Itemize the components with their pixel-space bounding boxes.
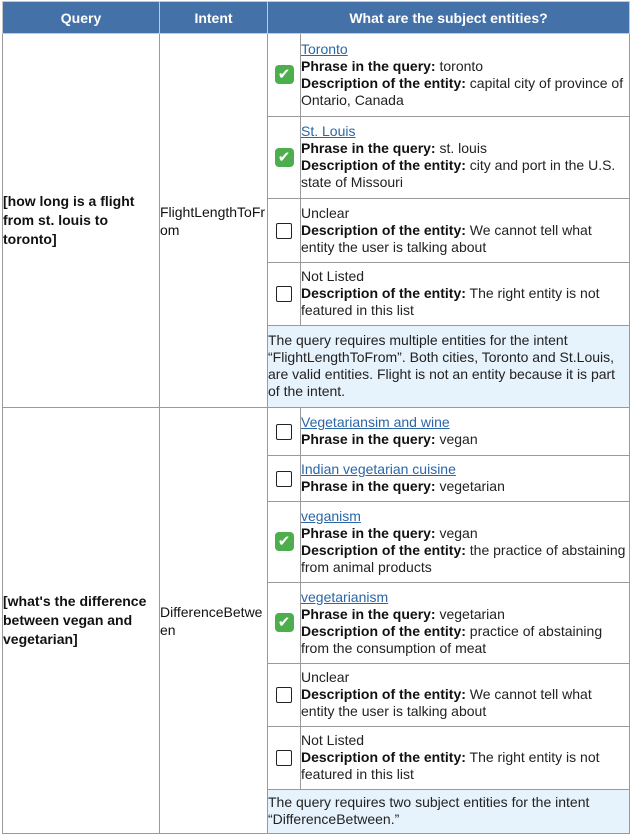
description-label: Description of the entity: [301, 74, 466, 91]
entity-option [268, 198, 629, 262]
entities-cell [268, 408, 630, 834]
phrase-value: st. louis [439, 140, 487, 156]
entity-description-cell [301, 408, 630, 455]
entity-link[interactable]: Toronto [301, 40, 348, 57]
phrase-value: vegan [439, 524, 478, 541]
entity-link[interactable]: vegetarianism [301, 588, 389, 605]
entity-option [268, 582, 629, 663]
checkbox-cell [268, 582, 301, 663]
entity-description-cell [301, 262, 630, 325]
query-cell: [what's the difference between vegan and vegetarian] [3, 408, 160, 834]
entity-option [268, 455, 629, 501]
entity-list [268, 34, 629, 407]
checkbox-cell [268, 116, 301, 198]
phrase-line [301, 58, 629, 75]
checked-checkbox-icon[interactable]: ✔ [275, 148, 294, 167]
entity-description-cell [301, 34, 630, 116]
phrase-value: vegetarian [439, 478, 505, 494]
entity-link[interactable]: Vegetariansim and wine [301, 414, 450, 431]
header-entities: What are the subject entities? [268, 2, 630, 34]
phrase-label: Phrase in the query: [301, 478, 436, 494]
entity-guideline-table [2, 1, 630, 834]
phrase-value: toronto [439, 57, 484, 74]
entity-list [268, 408, 629, 833]
entity-link[interactable]: Indian vegetarian cuisine [301, 461, 456, 477]
phrase-line [301, 431, 629, 448]
description-value: The right entity is not featured in this list [301, 749, 600, 782]
entity-description-cell [301, 582, 630, 663]
explanation-note: The query requires two subject entities for the intent “DifferenceBetween.” [268, 789, 629, 833]
entity-option [268, 663, 629, 726]
description-value: We cannot tell what entity the user is talking about [301, 221, 592, 255]
entity-option [268, 408, 629, 455]
entity-description-cell [301, 726, 630, 789]
intent-cell: FlightLengthToFrom [160, 34, 268, 408]
entity-title: Unclear [301, 669, 350, 685]
unchecked-checkbox-icon[interactable] [276, 750, 292, 766]
entity-description-cell [301, 501, 630, 582]
description-line [301, 749, 629, 783]
unchecked-checkbox-icon[interactable] [276, 223, 292, 239]
description-value: capital city of province of Ontario, Canada [301, 74, 624, 108]
entity-link[interactable]: veganism [301, 507, 361, 524]
checkbox-cell [268, 726, 301, 789]
entity-title: Unclear [301, 204, 350, 221]
entity-title: Not Listed [301, 268, 365, 284]
unchecked-checkbox-icon[interactable] [276, 471, 292, 487]
description-line [301, 285, 629, 319]
description-value: the practice of abstaining from animal products [301, 541, 626, 575]
description-label: Description of the entity: [301, 622, 466, 639]
phrase-value: vegan [439, 431, 478, 448]
example-row [3, 408, 630, 834]
checked-checkbox-icon[interactable]: ✔ [275, 613, 294, 632]
checked-checkbox-icon[interactable]: ✔ [275, 65, 294, 84]
description-value: We cannot tell what entity the user is talking about [301, 686, 592, 719]
header-intent: Intent [160, 2, 268, 34]
unchecked-checkbox-icon[interactable] [276, 286, 292, 302]
phrase-label: Phrase in the query: [301, 524, 436, 541]
entity-title: Not Listed [301, 732, 365, 748]
entities-cell [268, 34, 630, 408]
checkbox-cell [268, 34, 301, 116]
phrase-line [301, 606, 629, 623]
description-label: Description of the entity: [301, 541, 466, 558]
entity-option [268, 726, 629, 789]
header-row [3, 2, 630, 34]
phrase-line [301, 140, 629, 157]
entity-link[interactable]: St. Louis [301, 123, 356, 139]
note-row [268, 325, 629, 407]
entity-description-cell [301, 663, 630, 726]
intent-cell: DifferenceBetween [160, 408, 268, 834]
description-value: city and port in the U.S. state of Missouri [301, 157, 616, 190]
description-line [301, 157, 629, 191]
description-label: Description of the entity: [301, 157, 466, 173]
entity-option [268, 501, 629, 582]
description-line [301, 542, 629, 576]
description-value: practice of abstaining from the consumption of meat [301, 622, 603, 656]
description-line [301, 686, 629, 720]
entity-description-cell [301, 455, 630, 501]
note-row [268, 789, 629, 833]
description-label: Description of the entity: [301, 686, 466, 702]
description-label: Description of the entity: [301, 221, 466, 238]
example-row [3, 34, 630, 408]
checkbox-cell [268, 262, 301, 325]
header-query: Query [3, 2, 160, 34]
phrase-label: Phrase in the query: [301, 605, 436, 622]
query-cell: [how long is a flight from st. louis to toronto] [3, 34, 160, 408]
checkbox-cell [268, 455, 301, 501]
checkbox-cell [268, 501, 301, 582]
description-label: Description of the entity: [301, 749, 466, 765]
entity-description-cell [301, 198, 630, 262]
checked-checkbox-icon[interactable]: ✔ [275, 532, 294, 551]
description-label: Description of the entity: [301, 285, 466, 301]
explanation-note: The query requires multiple entities for the intent “FlightLengthToFrom”. Both cities, Toronto and St.Louis, are valid entities. Flight is not an entity because it is part of the intent. [268, 325, 629, 407]
unchecked-checkbox-icon[interactable] [276, 687, 292, 703]
entity-option [268, 262, 629, 325]
description-line [301, 222, 629, 256]
phrase-label: Phrase in the query: [301, 57, 436, 74]
description-line [301, 623, 629, 657]
phrase-label: Phrase in the query: [301, 431, 436, 448]
checkbox-cell [268, 663, 301, 726]
phrase-line [301, 478, 629, 495]
phrase-value: vegetarian [439, 605, 505, 622]
checkbox-cell [268, 198, 301, 262]
entity-option [268, 34, 629, 116]
entity-description-cell [301, 116, 630, 198]
description-value: The right entity is not featured in this list [301, 285, 600, 318]
entity-option [268, 116, 629, 198]
phrase-line [301, 525, 629, 542]
phrase-label: Phrase in the query: [301, 140, 436, 156]
checkbox-cell [268, 408, 301, 455]
unchecked-checkbox-icon[interactable] [276, 424, 292, 440]
description-line [301, 75, 629, 109]
